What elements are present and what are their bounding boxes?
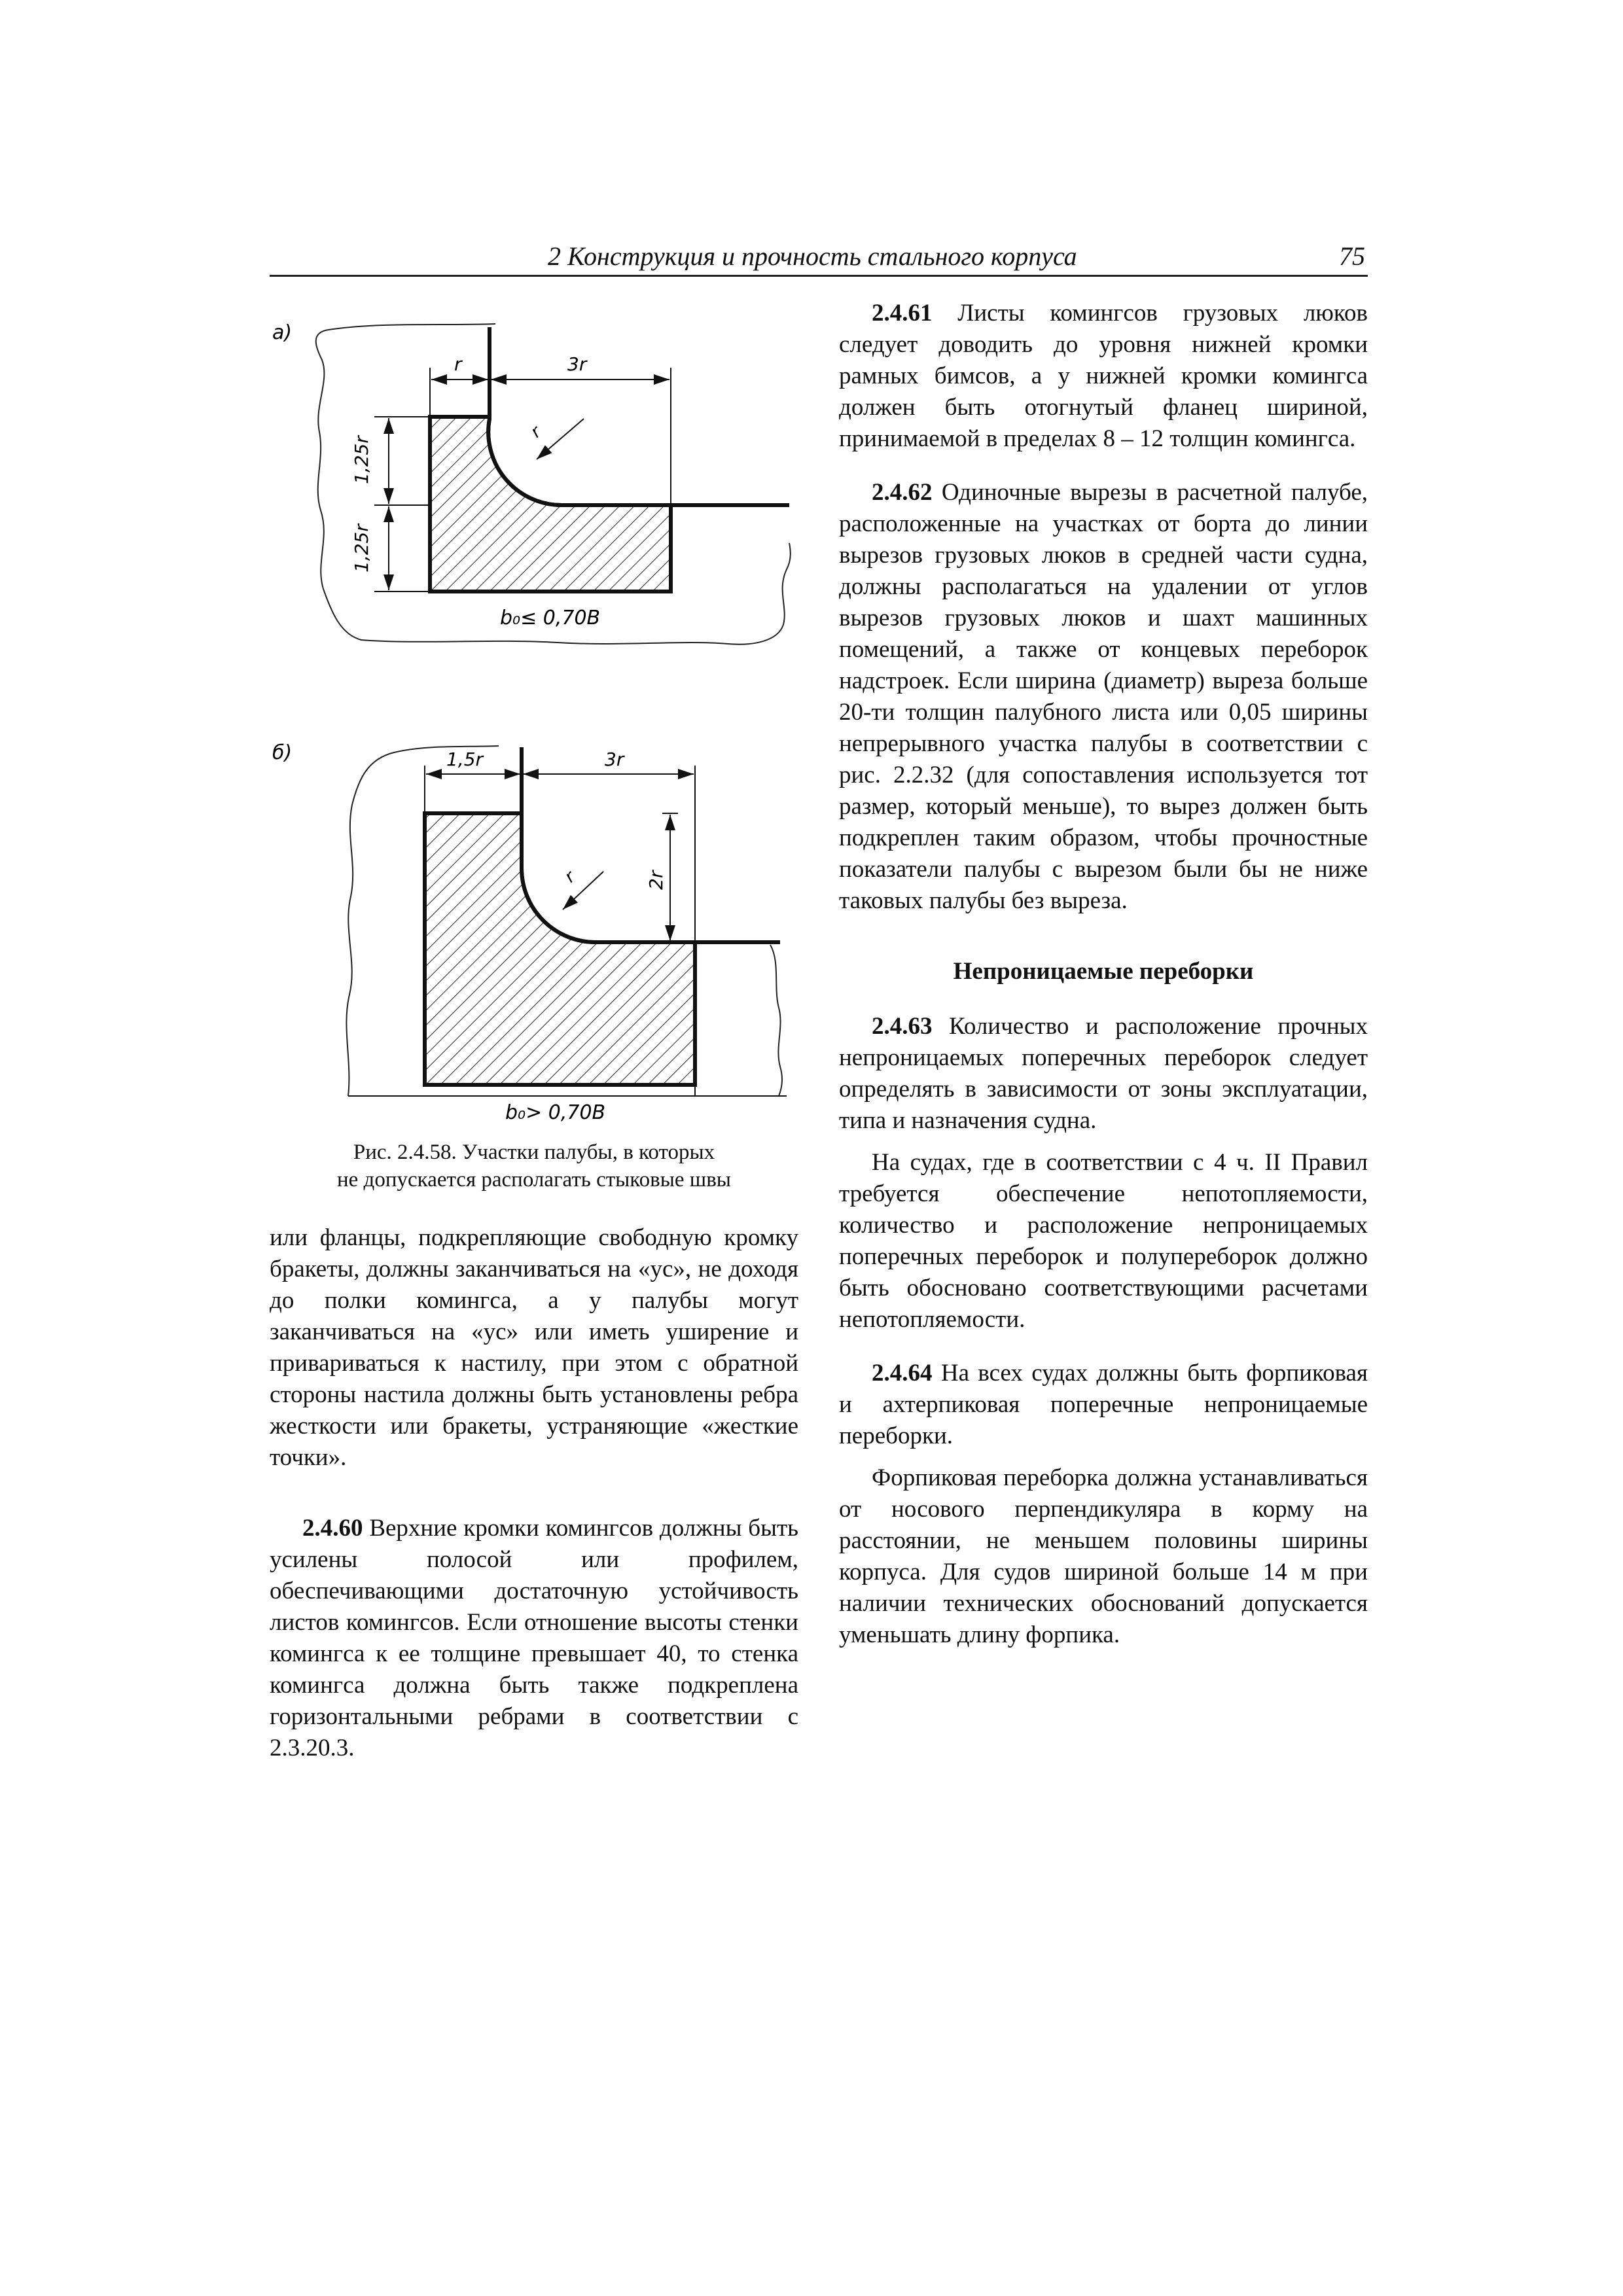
panel-b-dim-15r: 1,5r: [446, 749, 484, 770]
panel-a-dim-3r: 3r: [567, 353, 587, 375]
paragraph-2-4-61: [839, 298, 1368, 455]
clause-text: На всех судах должны быть форпиковая и ахтерпиковая поперечные непроницаемые переборки.: [839, 1360, 1368, 1449]
figure-drawing: [270, 308, 806, 1125]
clause-text: Одиночные вырезы в расчетной палубе, расположенные на участках от борта до линии вырезов грузовых люков в средней части судна, должны располагаться на удалении от углов вырезов грузовых люков и шахт машинных помещений, а также от концевых переборок надстроек. Если ширина (диаметр) выреза больше 20-ти толщин палубного листа или 0,05 ширины непрерывного участка палубы в соответствии с рис. 2.2.32 (для сопоставления используется тот размер, который меньше), то вырез должен быть подкреплен таким образом, чтобы прочностные показатели палубы с вырезом были бы не ниже таковых палубы без выреза.: [839, 479, 1368, 914]
panel-b-hatched-zone: [425, 813, 695, 1085]
panel-a-dim-radius: r: [527, 422, 545, 442]
clause-number: 2.4.64: [872, 1360, 933, 1386]
panel-b-dim-2r: 2r: [645, 870, 667, 890]
panel-a-coaming-edge: [488, 327, 789, 505]
clause-number: 2.4.61: [872, 300, 933, 327]
paragraph-2-4-60: [270, 1513, 798, 1764]
panel-a-dim-r: r: [454, 353, 462, 375]
clause-text: Верхние кромки комингсов должны быть усилены полосой или профилем, обеспечивающими достаточную устойчивость листов комингсов. Если отношение высоты стенки комингса к ее толщине превышает 40, то стенка комингса должна быть также подкреплена горизонтальными ребрами в соответствии с 2.3.20.3.: [270, 1515, 798, 1761]
section-heading: Непроницаемые переборки: [953, 958, 1254, 985]
clause-text: Количество и расположение прочных непроницаемых поперечных переборок следует определять в зависимости от зоны эксплуатации, типа и назначения судна.: [839, 1013, 1368, 1134]
panel-b-coaming-edge: [522, 747, 780, 942]
paragraph-2-4-64: [839, 1358, 1368, 1452]
paragraph-continuation: или фланцы, подкрепляющие свободную кромку бракеты, должны заканчиваться на «ус», не доходя до полки комингса, а у палубы могут заканчиваться на «ус» или иметь уширение и привариваться к настилу, при этом с обратной стороны настила должны быть установлены ребра жесткости или бракеты, устраняющие «жесткие точки».: [270, 1224, 798, 1471]
clause-number: 2.4.63: [872, 1013, 933, 1040]
figure-caption: [270, 1139, 798, 1193]
paragraph-2-4-63: [839, 1011, 1368, 1137]
page-number: 75: [1339, 241, 1365, 271]
paragraph-2-4-64-cont: Форпиковая переборка должна устанавливаться от носового перпендикуляра в корму на расстоянии, не меньшем половины ширины корпуса. Для судов шириной больше 14 м при наличии технических обоснований допускается уменьшать длину форпика.: [839, 1464, 1368, 1648]
caption-line-1: Рис. 2.4.58. Участки палубы, в которых: [353, 1140, 715, 1164]
panel-a-label: а): [272, 321, 293, 344]
running-header: [270, 241, 1368, 277]
clause-number: 2.4.60: [302, 1515, 363, 1542]
caption-line-2: не допускается располагать стыковые швы: [337, 1168, 731, 1192]
clause-number: 2.4.62: [872, 479, 933, 506]
paragraph-2-4-63-cont: На судах, где в соответствии с 4 ч. II Правил требуется обеспечение непотопляемости, количество и расположение непроницаемых поперечных переборок и полупереборок должно быть обосновано соответствующими расчетами непотопляемости.: [839, 1149, 1368, 1333]
header-title: 2 Конструкция и прочность стального корпуса: [548, 241, 1077, 271]
panel-b-right-break: [770, 945, 782, 1096]
panel-a-condition: b₀≤ 0,70B: [500, 607, 601, 629]
right-column: [839, 298, 1368, 1651]
panel-b-condition: b₀> 0,70B: [505, 1101, 606, 1124]
paragraph-2-4-62: [839, 477, 1368, 917]
panel-a-break-outline: [316, 324, 791, 645]
panel-b-label: б): [272, 741, 293, 764]
panel-b-dim-3r: 3r: [605, 749, 624, 770]
figure-2-4-58: [270, 308, 806, 1125]
panel-b-dim-radius: r: [561, 867, 579, 887]
panel-a-dim-125r-top: 1,25r: [351, 436, 372, 484]
left-column: [270, 1222, 798, 1764]
clause-text: Листы комингсов грузовых люков следует доводить до уровня нижней кромки рамных бимсов, а у нижней кромки комингса должен быть отогнутый фланец шириной, принимаемой в пределах 8 – 12 толщин комингса.: [839, 300, 1368, 452]
panel-a-dim-125r-bottom: 1,25r: [351, 524, 372, 573]
